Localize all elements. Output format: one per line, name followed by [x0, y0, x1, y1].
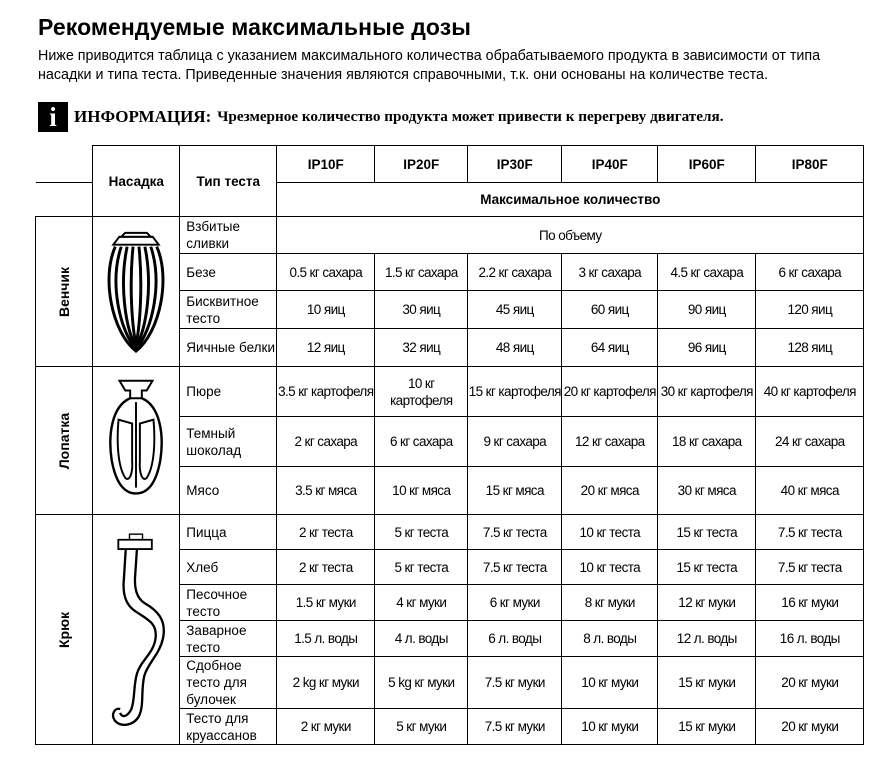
span-value-cell: По объему	[277, 217, 864, 254]
value-cell: 1.5 кг сахара	[375, 254, 468, 291]
value-cell: 8 кг муки	[562, 585, 658, 621]
group-label: Венчик	[56, 266, 73, 317]
value-cell: 5 kg кг муки	[375, 657, 468, 709]
value-cell: 2 кг муки	[277, 709, 375, 745]
value-cell: 10 кг теста	[562, 550, 658, 585]
group-label-cell	[36, 367, 93, 515]
value-cell: 10 кг муки	[562, 657, 658, 709]
value-cell: 16 л. воды	[756, 621, 864, 657]
value-cell: 12 кг муки	[658, 585, 756, 621]
value-cell: 32 яиц	[375, 329, 468, 367]
value-cell: 10 яиц	[277, 291, 375, 329]
value-cell: 7.5 кг теста	[756, 515, 864, 550]
value-cell: 2 кг теста	[277, 550, 375, 585]
paddle-icon	[101, 373, 171, 509]
value-cell: 6 л. воды	[468, 621, 562, 657]
value-cell: 8 л. воды	[562, 621, 658, 657]
value-cell: 30 кг мяса	[658, 467, 756, 515]
info-label: ИНФОРМАЦИЯ:	[74, 107, 212, 126]
value-cell: 1.5 кг муки	[277, 585, 375, 621]
group-label: Лопатка	[56, 412, 73, 469]
header-max-amount: Максимальное количество	[277, 183, 864, 217]
value-cell: 6 кг сахара	[756, 254, 864, 291]
attachment-image-cell	[93, 217, 180, 367]
dough-hook-icon	[101, 523, 171, 737]
value-cell: 30 яиц	[375, 291, 468, 329]
dough-type-cell: Взбитые сливки	[180, 217, 277, 254]
value-cell: 5 кг муки	[375, 709, 468, 745]
corner-cell	[36, 183, 93, 217]
value-cell: 6 кг муки	[468, 585, 562, 621]
value-cell: 24 кг сахара	[756, 417, 864, 467]
value-cell: 1.5 л. воды	[277, 621, 375, 657]
attachment-image-cell	[93, 515, 180, 745]
header-dough-type: Тип теста	[180, 146, 277, 217]
value-cell: 2 кг теста	[277, 515, 375, 550]
value-cell: 15 кг мяса	[468, 467, 562, 515]
header-model: IP20F	[375, 146, 468, 183]
header-model: IP40F	[562, 146, 658, 183]
value-cell: 7.5 кг теста	[468, 515, 562, 550]
value-cell: 2.2 кг сахара	[468, 254, 562, 291]
value-cell: 15 кг муки	[658, 709, 756, 745]
value-cell: 20 кг картофеля	[562, 367, 658, 417]
table-row	[36, 515, 864, 550]
value-cell: 7.5 кг муки	[468, 709, 562, 745]
value-cell: 15 кг картофеля	[468, 367, 562, 417]
header-model: IP30F	[468, 146, 562, 183]
value-cell: 3.5 кг мяса	[277, 467, 375, 515]
dough-type-cell: Песочное тесто	[180, 585, 277, 621]
value-cell: 9 кг сахара	[468, 417, 562, 467]
intro-paragraph: Ниже приводится таблица с указанием максимального количества обрабатываемого продукта в зависимости от типа насадки и типа теста. Приведенные значения являются справочными, т.к. они основаны на количестве теста.	[38, 48, 821, 83]
value-cell: 120 яиц	[756, 291, 864, 329]
dough-type-cell: Мясо	[180, 467, 277, 515]
group-label-cell	[36, 515, 93, 745]
group-label-cell	[36, 217, 93, 367]
value-cell: 10 кг мяса	[375, 467, 468, 515]
dough-type-cell: Пюре	[180, 367, 277, 417]
header-model: IP60F	[658, 146, 756, 183]
value-cell: 20 кг муки	[756, 657, 864, 709]
attachment-image-cell	[93, 367, 180, 515]
value-cell: 12 кг сахара	[562, 417, 658, 467]
value-cell: 6 кг сахара	[375, 417, 468, 467]
value-cell: 15 кг теста	[658, 515, 756, 550]
group-label: Крюк	[56, 611, 73, 648]
doses-table	[35, 145, 864, 745]
dough-type-cell: Темный шоколад	[180, 417, 277, 467]
value-cell: 18 кг сахара	[658, 417, 756, 467]
value-cell: 12 яиц	[277, 329, 375, 367]
dough-type-cell: Хлеб	[180, 550, 277, 585]
value-cell: 45 яиц	[468, 291, 562, 329]
dough-type-cell: Сдобное тесто для булочек	[180, 657, 277, 709]
value-cell: 10 кг картофеля	[375, 367, 468, 417]
value-cell: 15 кг муки	[658, 657, 756, 709]
value-cell: 4 кг муки	[375, 585, 468, 621]
info-icon: i	[38, 102, 68, 132]
value-cell: 7.5 кг муки	[468, 657, 562, 709]
value-cell: 3 кг сахара	[562, 254, 658, 291]
value-cell: 2 кг сахара	[277, 417, 375, 467]
value-cell: 10 кг теста	[562, 515, 658, 550]
value-cell: 48 яиц	[468, 329, 562, 367]
value-cell: 30 кг картофеля	[658, 367, 756, 417]
value-cell: 4 л. воды	[375, 621, 468, 657]
header-model: IP80F	[756, 146, 864, 183]
value-cell: 90 яиц	[658, 291, 756, 329]
info-text: Чрезмерное количество продукта может привести к перегреву двигателя.	[217, 108, 724, 125]
value-cell: 16 кг муки	[756, 585, 864, 621]
dough-type-cell: Безе	[180, 254, 277, 291]
page-title: Рекомендуемые максимальные дозы	[38, 14, 472, 40]
corner-cell	[36, 146, 93, 183]
dough-type-cell: Тесто для круассанов	[180, 709, 277, 745]
value-cell: 10 кг муки	[562, 709, 658, 745]
table-row	[36, 367, 864, 417]
value-cell: 0.5 кг сахара	[277, 254, 375, 291]
info-notice	[38, 100, 724, 134]
value-cell: 128 яиц	[756, 329, 864, 367]
value-cell: 20 кг мяса	[562, 467, 658, 515]
value-cell: 7.5 кг теста	[756, 550, 864, 585]
value-cell: 64 яиц	[562, 329, 658, 367]
value-cell: 3.5 кг картофеля	[277, 367, 375, 417]
value-cell: 20 кг муки	[756, 709, 864, 745]
value-cell: 4.5 кг сахара	[658, 254, 756, 291]
dough-type-cell: Яичные белки	[180, 329, 277, 367]
value-cell: 2 kg кг муки	[277, 657, 375, 709]
header-model: IP10F	[277, 146, 375, 183]
value-cell: 5 кг теста	[375, 515, 468, 550]
dough-type-cell: Бисквитное тесто	[180, 291, 277, 329]
whisk-icon	[101, 223, 171, 361]
value-cell: 60 яиц	[562, 291, 658, 329]
value-cell: 40 кг мяса	[756, 467, 864, 515]
table-row	[36, 217, 864, 254]
value-cell: 40 кг картофеля	[756, 367, 864, 417]
value-cell: 12 л. воды	[658, 621, 756, 657]
header-attachment: Насадка	[93, 146, 180, 217]
value-cell: 5 кг теста	[375, 550, 468, 585]
value-cell: 7.5 кг теста	[468, 550, 562, 585]
value-cell: 96 яиц	[658, 329, 756, 367]
dough-type-cell: Пицца	[180, 515, 277, 550]
dough-type-cell: Заварное тесто	[180, 621, 277, 657]
value-cell: 15 кг теста	[658, 550, 756, 585]
